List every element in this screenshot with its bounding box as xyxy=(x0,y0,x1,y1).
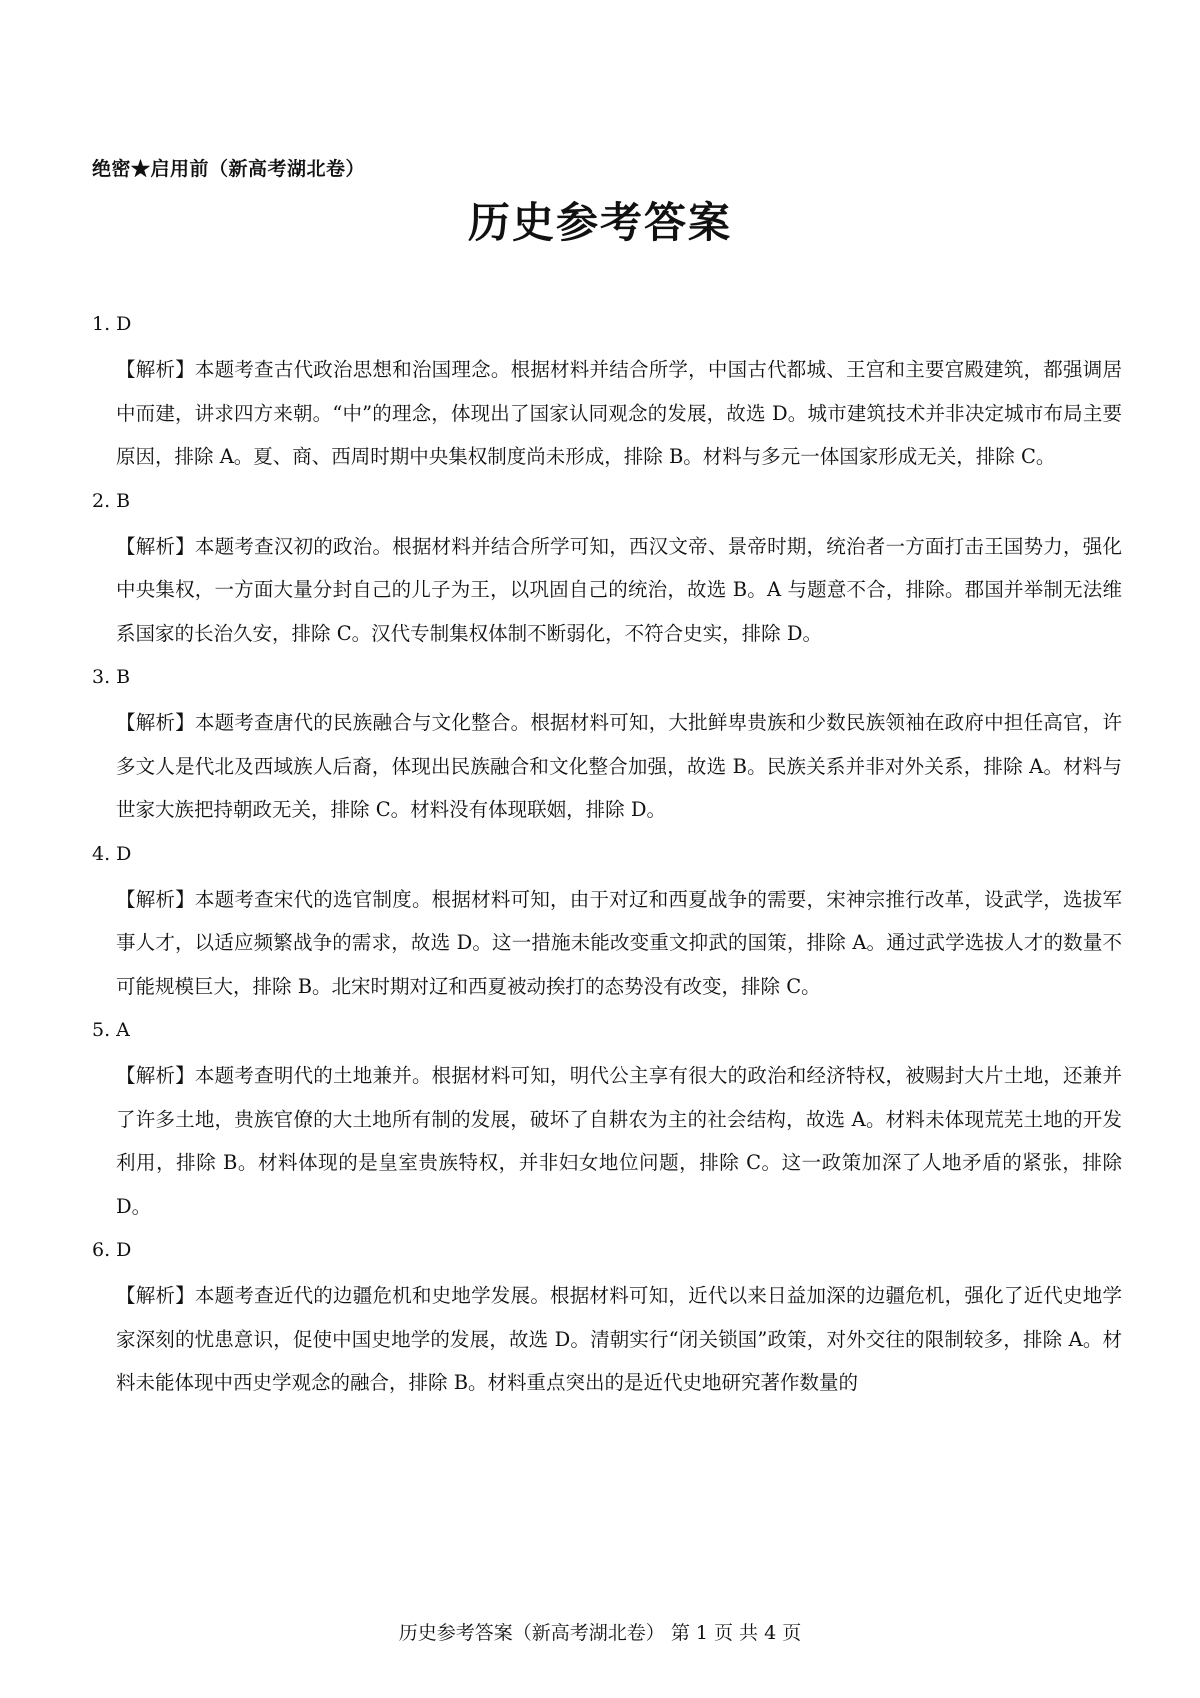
page-footer: 历史参考答案（新高考湖北卷） 第 1 页 共 4 页 xyxy=(398,1622,802,1644)
question-analysis: 【解析】本题考查近代的边疆危机和史地学发展。根据材料可知，近代以来日益加深的边疆危机，强化了近代史地学家深刻的忧患意识，促使中国史地学的发展，故选 D。清朝实行“闭关锁国”政策，对外交往的限制较多，排除 A。材料未能体现中西史学观念的融合，排除 B。材料重点突出的是近代史地研究著作数量的 xyxy=(116,1284,1122,1394)
question-analysis: 【解析】本题考查明代的土地兼并。根据材料可知，明代公主享有很大的政治和经济特权，被赐封大片土地，还兼并了许多土地，贵族官僚的大土地所有制的发展，破坏了自耕农为主的社会结构，故选 A。材料未体现荒芜土地的开发利用，排除 B。材料体现的是皇室贵族特权，并非妇女地位问题，排除 C。这一政策加深了人地矛盾的紧张，排除 D。 xyxy=(116,1064,1122,1218)
question-5 xyxy=(92,1012,1122,1228)
question-3 xyxy=(92,659,1122,832)
question-analysis: 【解析】本题考查古代政治思想和治国理念。根据材料并结合所学，中国古代都城、王宫和主要宫殿建筑，都强调居中而建，讲求四方来朝。“中”的理念，体现出了国家认同观念的发展，故选 D。城市建筑技术并非决定城市布局主要原因，排除 A。夏、商、西周时期中央集权制度尚未形成，排除 B。材料与多元一体国家形成无关，排除 C。 xyxy=(116,358,1122,468)
page-title: 历史参考答案 xyxy=(467,198,732,247)
question-2 xyxy=(92,483,1122,656)
question-number: 3. B xyxy=(92,666,131,688)
question-6 xyxy=(92,1232,1122,1405)
question-analysis: 【解析】本题考查唐代的民族融合与文化整合。根据材料可知，大批鲜卑贵族和少数民族领袖在政府中担任高官，许多文人是代北及西域族人后裔，体现出民族融合和文化整合加强，故选 B。民族关系并非对外关系，排除 A。材料与世家大族把持朝政无关，排除 C。材料没有体现联姻，排除 D。 xyxy=(116,711,1122,821)
question-analysis: 【解析】本题考查宋代的选官制度。根据材料可知，由于对辽和西夏战争的需要，宋神宗推行改革，设武学，选拔军事人才，以适应频繁战争的需求，故选 D。这一措施未能改变重文抑武的国策，排除 A。通过武学选拔人才的数量不可能规模巨大，排除 B。北宋时期对辽和西夏被动挨打的态势没有改变，排除 C。 xyxy=(116,887,1122,998)
question-analysis: 【解析】本题考查汉初的政治。根据材料并结合所学可知，西汉文帝、景帝时期，统治者一方面打击王国势力，强化中央集权，一方面大量分封自己的儿子为王，以巩固自己的统治，故选 B。A 与题意不合，排除。郡国并举制无法维系国家的长治久安，排除 C。汉代专制集权体制不断弱化，不符合史实，排除 D。 xyxy=(116,534,1122,645)
question-number: 5. A xyxy=(92,1019,130,1041)
question-1 xyxy=(92,306,1122,479)
question-number: 4. D xyxy=(92,842,132,865)
answers-list xyxy=(92,306,1122,1409)
question-number: 1. D xyxy=(92,313,132,335)
question-4 xyxy=(92,836,1122,1009)
confidential-label: 绝密★启用前（新高考湖北卷） xyxy=(92,158,366,180)
question-number: 6. D xyxy=(92,1239,132,1261)
question-number: 2. B xyxy=(92,489,131,512)
